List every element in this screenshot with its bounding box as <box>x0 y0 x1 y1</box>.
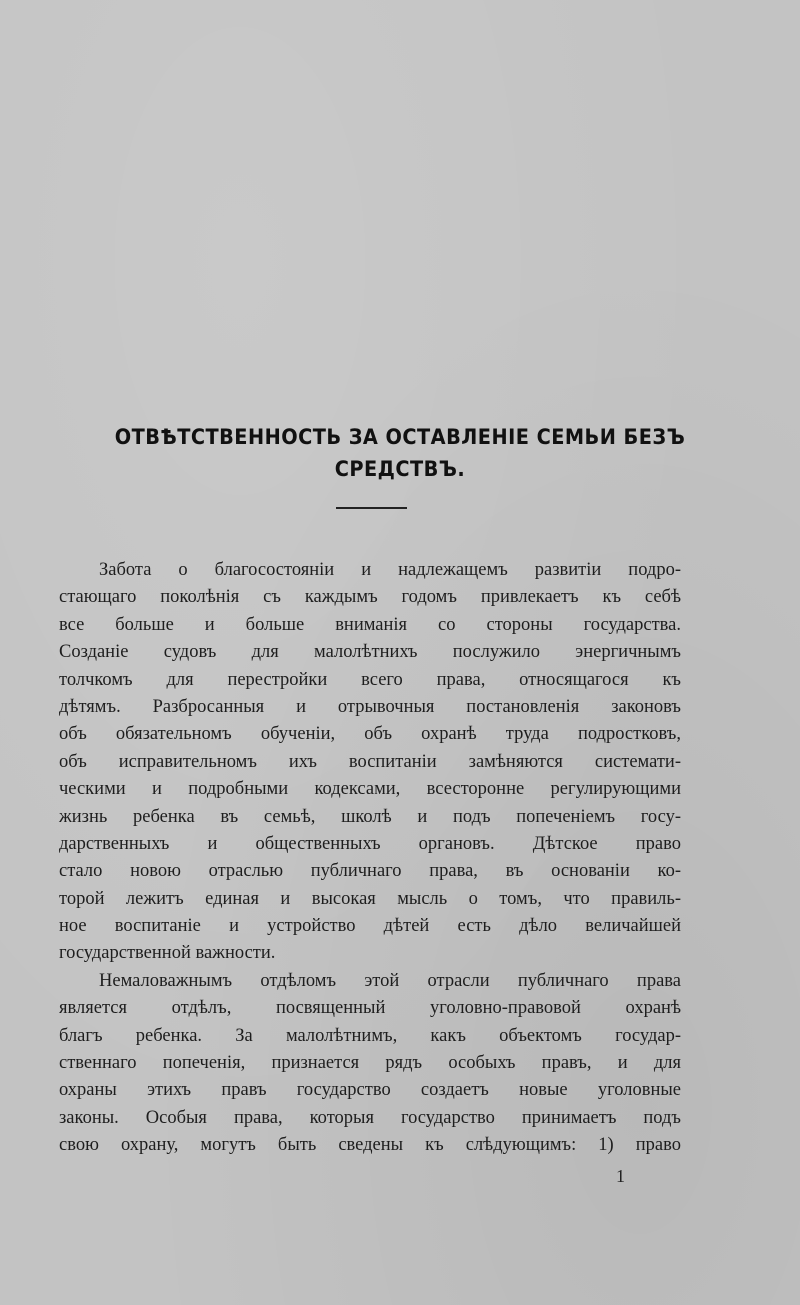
text-line: законы. Особыя права, которыя государство принимаетъ подъ <box>59 1107 681 1128</box>
text-line: ное воспитаніе и устройство дѣтей есть дѣло величайшей <box>59 916 681 937</box>
text-line: является отдѣлъ, посвященный уголовно-правовой охранѣ <box>59 998 681 1019</box>
text-line: Созданіе судовъ для малолѣтнихъ послужило энергичнымъ <box>59 642 681 663</box>
title-divider <box>336 507 407 509</box>
text-line: дѣтямъ. Разбросанныя и отрывочныя постановленія законовъ <box>59 696 681 717</box>
text-line: Немаловажнымъ отдѣломъ этой отрасли публичнаго права <box>99 970 681 991</box>
text-line: государственной важности. <box>59 943 276 964</box>
text-line: свою охрану, могутъ быть сведены къ слѣдующимъ: 1) право <box>59 1135 681 1156</box>
text-line: объ обязательномъ обученіи, объ охранѣ труда подростковъ, <box>59 724 681 745</box>
text-line: охраны этихъ правъ государство создаетъ новые уголовные <box>59 1080 681 1101</box>
title-line-2: СРЕДСТВЪ. <box>334 457 466 481</box>
text-line: все больше и больше вниманія со стороны государства. <box>59 614 681 635</box>
text-line: стающаго поколѣнія съ каждымъ годомъ привлекаетъ къ себѣ <box>59 587 681 608</box>
document-title <box>87 421 713 485</box>
text-line: толчкомъ для перестройки всего права, относящагося къ <box>59 669 681 690</box>
text-line: Забота о благосостояніи и надлежащемъ развитіи подро- <box>99 560 681 580</box>
text-line: ческими и подробными кодексами, всесторонне регулирующими <box>59 779 681 800</box>
text-line: дарственныхъ и общественныхъ органовъ. Дѣтское право <box>59 833 681 854</box>
text-line: объ исправительномъ ихъ воспитаніи замѣняются системати- <box>59 751 681 772</box>
text-line: благъ ребенка. За малолѣтнимъ, какъ объектомъ государ- <box>59 1025 681 1046</box>
body-text <box>59 557 681 1160</box>
text-line: ственнаго попеченія, признается рядъ особыхъ правъ, и для <box>59 1053 681 1074</box>
title-line-1: ОТВѢТСТВЕННОСТЬ ЗА ОСТАВЛЕНІЕ СЕМЬИ БЕЗЪ <box>114 425 686 449</box>
text-line: стало новою отраслью публичнаго права, въ основаніи ко- <box>59 861 681 882</box>
page-number: 1 <box>616 1166 625 1186</box>
text-line: жизнь ребенка въ семьѣ, школѣ и подъ попеченіемъ госу- <box>59 806 681 827</box>
text-line: торой лежитъ единая и высокая мысль о томъ, что правиль- <box>59 888 681 909</box>
